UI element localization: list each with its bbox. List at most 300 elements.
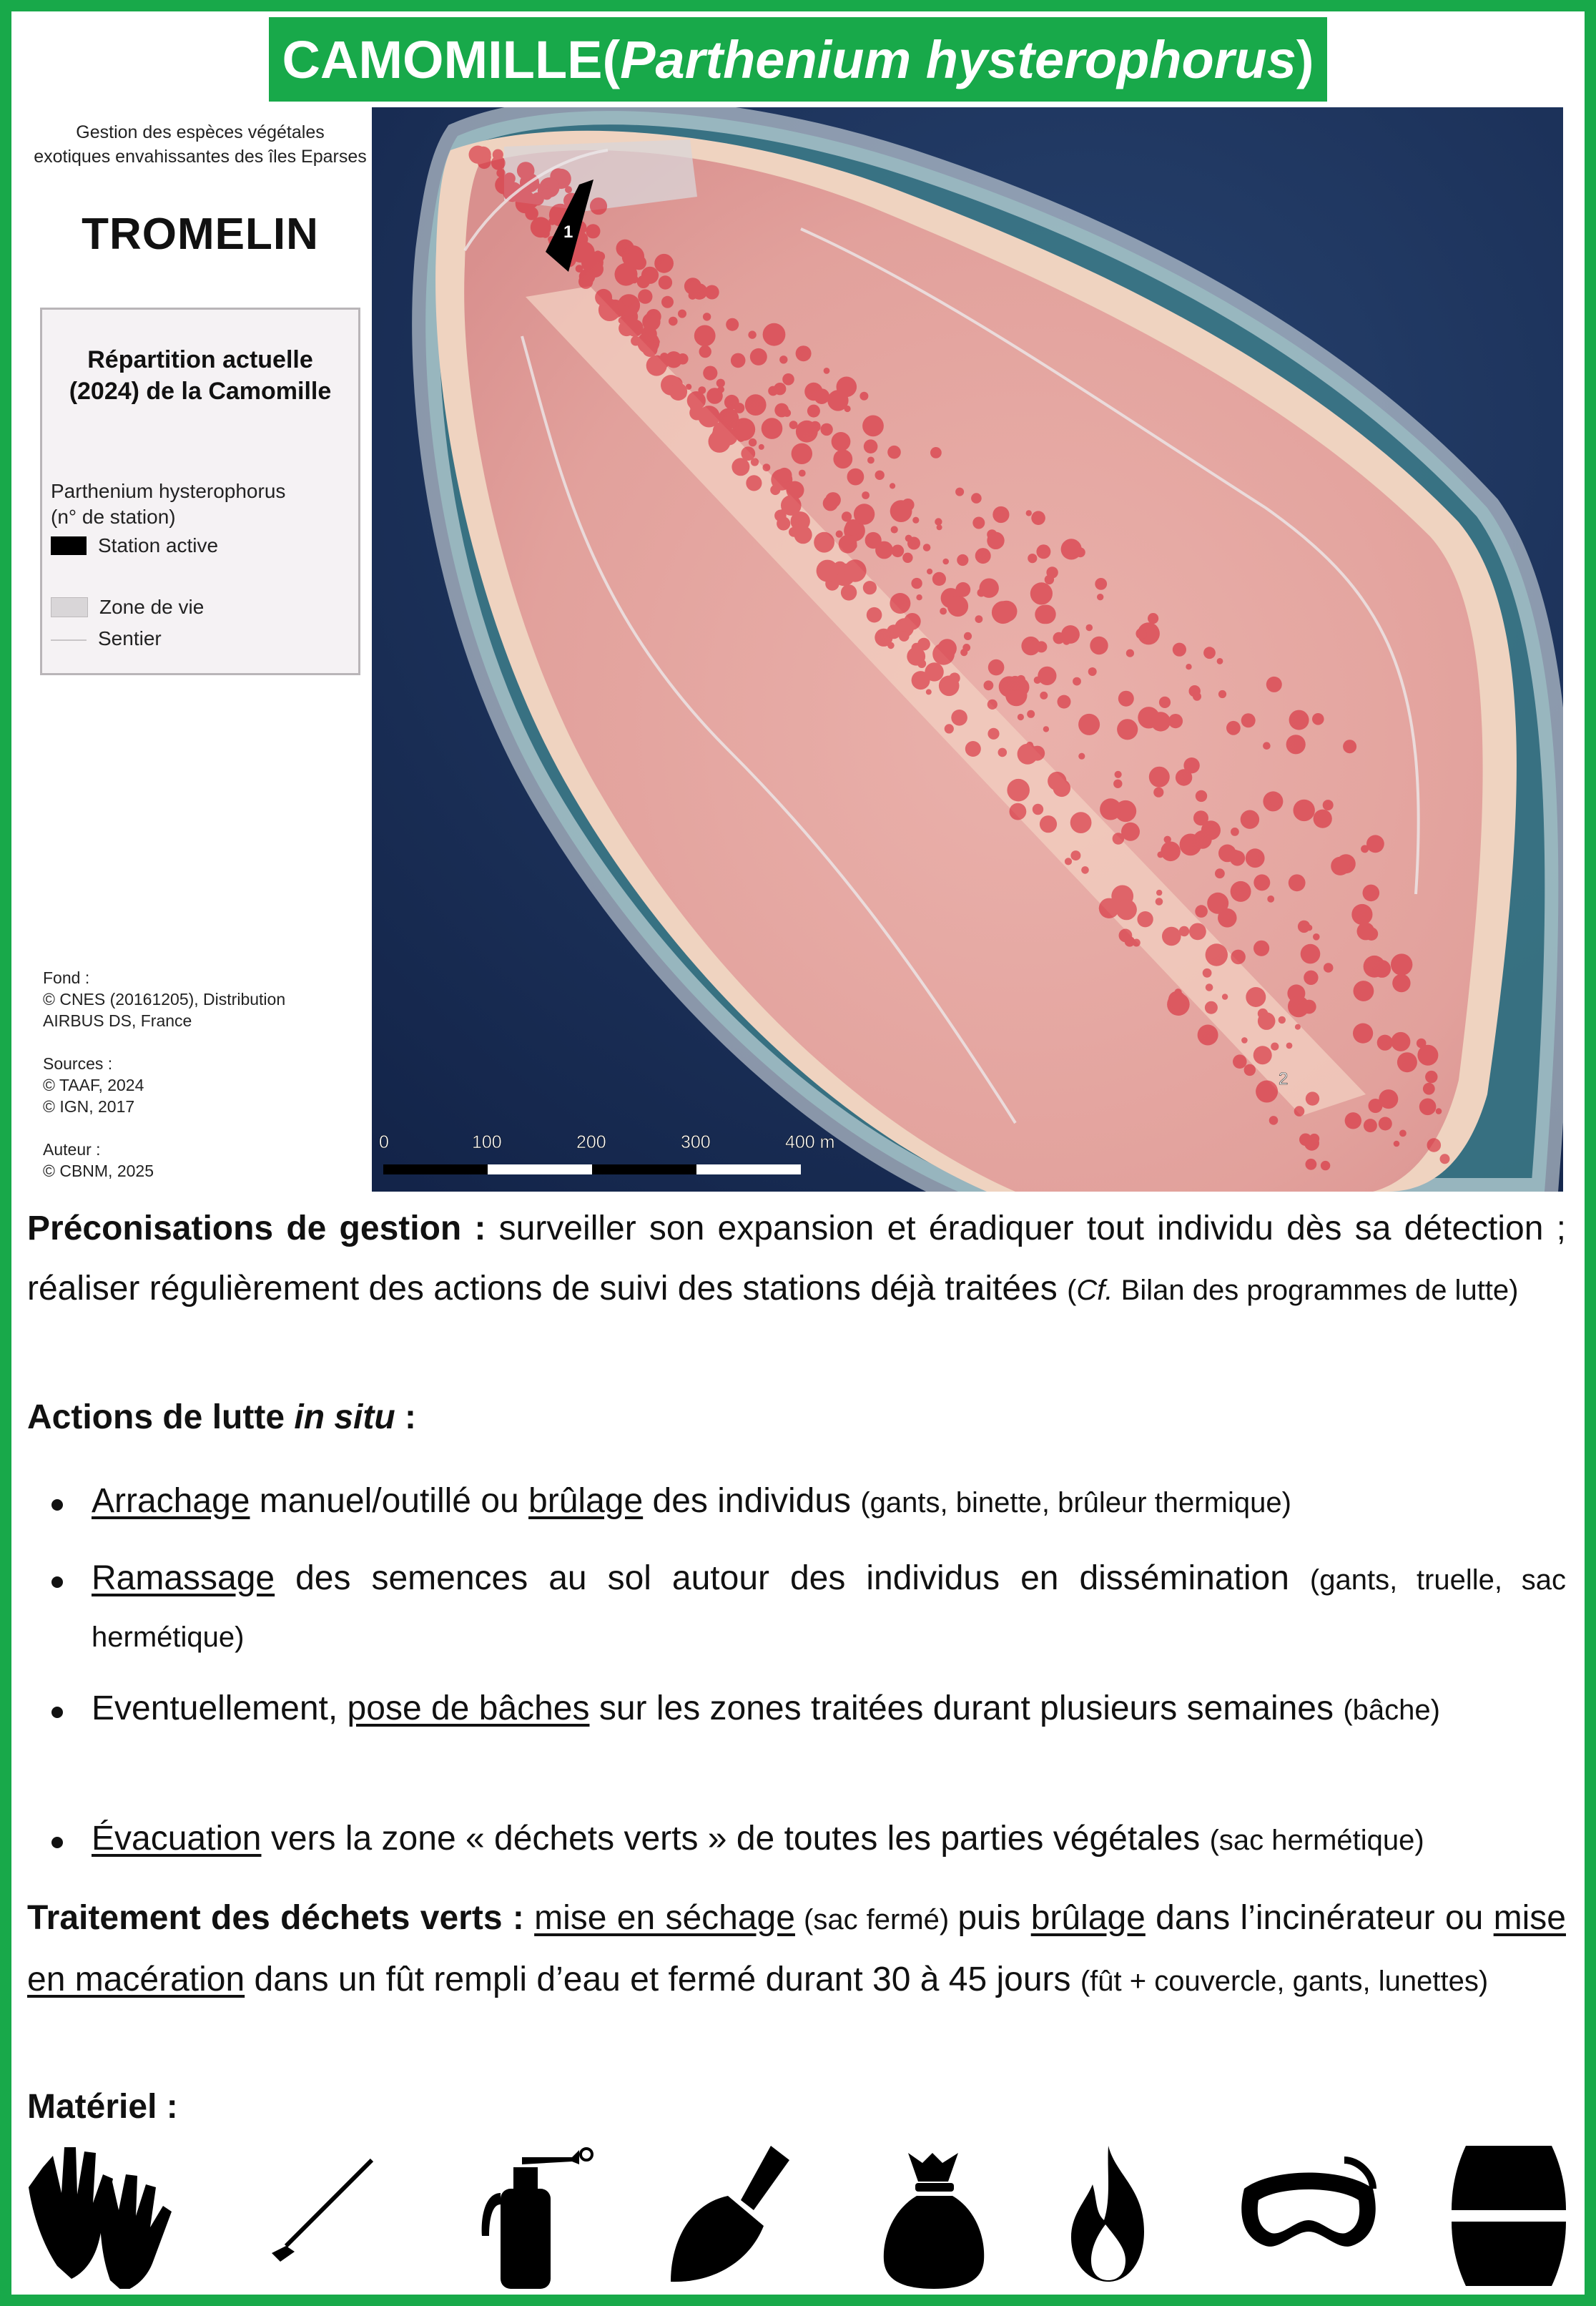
vegetation-patch — [1010, 803, 1027, 820]
vegetation-patch — [1176, 769, 1192, 785]
vegetation-patch — [1363, 885, 1380, 902]
vegetation-patch — [907, 537, 920, 550]
scale-label-400: 400 m — [785, 1132, 835, 1152]
vegetation-patch — [912, 643, 922, 653]
vegetation-patch — [1162, 927, 1181, 946]
vegetation-patch — [619, 317, 626, 324]
vegetation-patch — [666, 351, 682, 368]
legend-item-zone: Zone de vie — [51, 596, 204, 619]
vegetation-patch — [984, 680, 994, 690]
vegetation-patch — [1161, 842, 1181, 862]
bullet-dot — [51, 1499, 63, 1511]
vegetation-patch — [1095, 578, 1107, 590]
scale-label-300: 300 — [681, 1132, 711, 1152]
vegetation-patch — [1149, 767, 1170, 788]
vegetation-patch — [1073, 677, 1081, 686]
vegetation-patch — [1440, 1154, 1450, 1164]
vegetation-patch — [1253, 1046, 1272, 1064]
map-legend — [40, 308, 360, 675]
vegetation-patch — [782, 373, 794, 386]
vegetation-patch — [832, 432, 851, 451]
vegetation-patch — [573, 242, 595, 263]
vegetation-patch — [1040, 815, 1057, 833]
vegetation-patch — [887, 624, 901, 639]
vegetation-patch — [987, 700, 998, 710]
vegetation-patch — [1419, 1099, 1437, 1116]
vegetation-patch — [1205, 1001, 1218, 1014]
vegetation-patch — [1289, 874, 1306, 891]
vegetation-patch — [1148, 613, 1158, 624]
vegetation-patch — [1119, 929, 1133, 943]
vegetation-patch — [1156, 898, 1163, 906]
vegetation-patch — [965, 741, 981, 757]
vegetation-patch — [890, 593, 910, 614]
vegetation-patch — [669, 317, 678, 326]
vegetation-patch — [580, 269, 596, 285]
vegetation-patch — [1193, 692, 1201, 701]
vegetation-patch — [1306, 1159, 1317, 1170]
vegetation-patch — [787, 481, 803, 498]
vegetation-patch — [854, 504, 875, 524]
vegetation-patch — [960, 649, 967, 656]
vegetation-patch — [745, 394, 767, 416]
vegetation-patch — [654, 254, 674, 273]
legend-swatch-grey — [51, 597, 88, 617]
vegetation-patch — [1336, 854, 1356, 873]
vegetation-patch — [955, 582, 970, 597]
vegetation-patch — [1113, 833, 1125, 845]
vegetation-patch — [824, 368, 830, 374]
vegetation-patch — [1018, 714, 1024, 720]
vegetation-patch — [1267, 896, 1274, 903]
vegetation-patch — [1033, 804, 1043, 815]
action-item-4: Évacuation vers la zone « déchets verts » de toutes les parties végétales (sac hermétique) — [92, 1820, 1424, 1858]
vegetation-patch — [1034, 677, 1041, 684]
vegetation-patch — [1231, 828, 1239, 836]
action-item-3: Eventuellement, pose de bâches sur les zones traitées durant plusieurs semaines (bâche) — [92, 1689, 1440, 1727]
vegetation-patch — [1304, 971, 1318, 985]
vegetation-patch — [930, 447, 942, 458]
vegetation-patch — [902, 553, 912, 563]
vegetation-patch — [746, 475, 762, 491]
vegetation-patch — [1115, 771, 1122, 778]
vegetation-patch — [1321, 1161, 1330, 1170]
page-title: CAMOMILLE ( Parthenium hysterophorus ) — [269, 17, 1327, 102]
vegetation-patch — [1175, 988, 1182, 996]
scale-label-100: 100 — [472, 1132, 502, 1152]
vegetation-patch — [867, 607, 882, 623]
vegetation-patch — [975, 548, 991, 564]
vegetation-patch — [1294, 800, 1315, 821]
action-item-1: Arrachage manuel/outillé ou brûlage des individus (gants, binette, brûleur thermique) — [92, 1482, 1291, 1520]
vegetation-patch — [731, 353, 746, 368]
vegetation-patch — [734, 403, 745, 413]
vegetation-patch — [1026, 510, 1032, 516]
vegetation-patch — [1301, 944, 1321, 964]
gloves-icon — [21, 2139, 193, 2289]
vegetation-patch — [1423, 1083, 1435, 1095]
vegetation-patch — [1298, 921, 1310, 933]
vegetation-patch — [1030, 582, 1053, 604]
vegetation-patch — [1269, 1116, 1279, 1125]
vegetation-patch — [1357, 923, 1375, 941]
station-label-2: 2 — [1279, 1069, 1289, 1089]
vegetation-patch — [964, 632, 972, 640]
vegetation-patch — [1117, 719, 1138, 740]
vegetation-patch — [1289, 710, 1309, 730]
scale-label-0: 0 — [379, 1132, 389, 1152]
vegetation-patch — [1218, 908, 1237, 928]
vegetation-patch — [1231, 881, 1251, 902]
management-paragraph: Préconisations de gestion : surveiller son expansion et éradiquer tout individu dès sa détection ; réaliser régulièrement des actions de suivi des stations déjà traitées (Cf. Bilan des programmes de lutte) — [27, 1210, 1566, 1307]
vegetation-patch — [1058, 695, 1071, 709]
vegetation-patch — [796, 345, 812, 361]
vegetation-patch — [1427, 1138, 1442, 1152]
legend-item-path: Sentier — [51, 627, 162, 650]
vegetation-patch — [1099, 904, 1107, 912]
vegetation-patch — [1168, 714, 1183, 728]
vegetation-patch — [1189, 923, 1206, 941]
vegetation-patch — [1151, 712, 1171, 731]
vegetation-patch — [1156, 890, 1162, 896]
vegetation-patch — [1266, 677, 1282, 692]
vegetation-patch — [626, 320, 644, 337]
vegetation-patch — [763, 323, 786, 346]
vegetation-patch — [1215, 868, 1225, 878]
vegetation-patch — [1201, 820, 1221, 840]
bullet-dot — [51, 1576, 63, 1588]
vegetation-patch — [750, 348, 767, 365]
vegetation-patch — [940, 608, 947, 615]
vegetation-patch — [637, 275, 650, 288]
vegetation-patch — [749, 438, 757, 446]
vegetation-patch — [590, 197, 607, 215]
vegetation-patch — [541, 189, 553, 200]
vegetation-patch — [794, 526, 812, 544]
vegetation-patch — [864, 439, 878, 453]
flame-icon — [1058, 2139, 1158, 2289]
vegetation-patch — [1294, 1106, 1305, 1117]
vegetation-patch — [1263, 742, 1271, 750]
vegetation-patch — [1133, 939, 1141, 947]
vegetation-patch — [1159, 697, 1171, 708]
vegetation-patch — [859, 392, 868, 401]
vegetation-patch — [1028, 554, 1037, 563]
vegetation-patch — [1048, 772, 1066, 790]
vegetation-patch — [1244, 1064, 1256, 1076]
vegetation-patch — [926, 689, 932, 695]
vegetation-patch — [955, 488, 964, 496]
vegetation-patch — [814, 532, 834, 553]
vegetation-patch — [1286, 735, 1306, 754]
vegetation-patch — [1417, 1045, 1438, 1066]
vegetation-patch — [1397, 1052, 1417, 1072]
vegetation-patch — [586, 224, 600, 238]
vegetation-patch — [1164, 836, 1171, 843]
vegetation-patch — [1090, 637, 1108, 654]
vegetation-patch — [892, 545, 905, 558]
vegetation-patch — [833, 449, 852, 468]
vegetation-patch — [622, 296, 632, 306]
bullet-dot — [51, 1707, 63, 1718]
vegetation-patch — [844, 559, 866, 582]
vegetation-patch — [1379, 1089, 1398, 1109]
vegetation-patch — [1070, 850, 1080, 860]
vegetation-patch — [992, 506, 1009, 523]
vegetation-patch — [482, 152, 491, 162]
vegetation-patch — [1021, 637, 1040, 655]
vegetation-patch — [1323, 800, 1334, 810]
vegetation-patch — [1306, 1091, 1319, 1105]
vegetation-patch — [1157, 851, 1163, 858]
vegetation-patch — [1354, 981, 1374, 1001]
waste-paragraph: Traitement des déchets verts : mise en séchage (sac fermé) puis brûlage dans l’incinérateur ou mise en macération dans un fût rempli d’eau et fermé durant 30 à 45 jours (fût + couvercle, gants, lunettes) — [27, 1899, 1566, 1998]
vegetation-patch — [932, 643, 955, 665]
vegetation-patch — [890, 500, 912, 522]
vegetation-patch — [1078, 753, 1085, 760]
vegetation-patch — [1222, 993, 1228, 999]
vegetation-patch — [1246, 848, 1265, 868]
vegetation-patch — [1118, 691, 1134, 707]
vegetation-patch — [1366, 835, 1384, 853]
vegetation-patch — [850, 542, 857, 549]
vegetation-patch — [890, 483, 895, 489]
vegetation-patch — [1231, 950, 1246, 965]
vegetation-patch — [911, 578, 922, 589]
vegetation-patch — [945, 724, 954, 733]
vegetation-patch — [1425, 1071, 1437, 1083]
vegetation-patch — [1253, 874, 1270, 890]
vegetation-patch — [863, 581, 877, 594]
vegetation-patch — [862, 416, 884, 437]
vegetation-patch — [699, 345, 711, 358]
barrel-icon — [1444, 2139, 1573, 2289]
vegetation-patch — [1286, 1043, 1293, 1049]
vegetation-patch — [690, 403, 698, 411]
vegetation-patch — [847, 468, 864, 486]
legend-swatch-line — [51, 639, 87, 641]
vegetation-patch — [533, 182, 540, 189]
vegetation-patch — [1391, 953, 1412, 975]
vegetation-patch — [1203, 968, 1212, 978]
bullet-dot — [51, 1837, 63, 1848]
vegetation-patch — [1343, 740, 1356, 753]
equipment-icons — [21, 2139, 1573, 2289]
vegetation-patch — [1399, 1130, 1407, 1137]
vegetation-patch — [1279, 1016, 1286, 1024]
vegetation-patch — [939, 676, 960, 697]
legend-item-station: Station active — [51, 534, 218, 557]
vegetation-patch — [493, 149, 503, 160]
map-subtitle: Gestion des espèces végétales exotiques envahissantes des îles Eparses — [34, 122, 367, 167]
vegetation-patch — [807, 405, 820, 418]
vegetation-patch — [768, 386, 778, 396]
vegetation-patch — [891, 526, 898, 533]
materiel-heading: Matériel : — [27, 2088, 178, 2126]
vegetation-patch — [1288, 996, 1309, 1017]
vegetation-patch — [799, 470, 806, 477]
action-item-2: Ramassage des semences au sol autour des individus en dissémination (gants, truelle, sac hermétique) — [92, 1559, 1566, 1653]
vegetation-patch — [1226, 721, 1241, 735]
vegetation-patch — [759, 444, 764, 450]
vegetation-patch — [987, 529, 997, 539]
vegetation-patch — [1241, 713, 1256, 727]
vegetation-patch — [495, 175, 513, 194]
vegetation-patch — [1036, 544, 1050, 559]
legend-swatch-black — [51, 536, 87, 555]
vegetation-patch — [825, 492, 841, 508]
vegetation-patch — [1040, 692, 1048, 700]
vegetation-patch — [1081, 866, 1089, 874]
vegetation-patch — [925, 662, 943, 681]
vegetation-patch — [1061, 539, 1082, 559]
vegetation-patch — [1088, 667, 1097, 676]
vegetation-patch — [1206, 943, 1228, 966]
vegetation-patch — [1353, 1024, 1373, 1044]
vegetation-patch — [541, 229, 550, 237]
vegetation-patch — [957, 554, 968, 566]
vegetation-patch — [1228, 850, 1242, 863]
vegetation-patch — [1241, 1037, 1248, 1044]
vegetation-patch — [1137, 911, 1153, 927]
vegetation-patch — [932, 572, 946, 586]
vegetation-patch — [865, 532, 882, 549]
vegetation-patch — [988, 659, 1005, 676]
vegetation-patch — [1391, 1032, 1410, 1051]
vegetation-patch — [1271, 1043, 1279, 1051]
map-credits: Fond : © CNES (20161205), Distribution AIRBUS DS, France Sources : © TAAF, 2024 © IGN, 2017 Auteur : © CBNM, 2025 — [43, 968, 286, 1180]
vegetation-patch — [809, 421, 820, 432]
vegetation-patch — [1196, 790, 1207, 802]
vegetation-patch — [1063, 637, 1070, 645]
vegetation-patch — [1113, 780, 1122, 788]
legend-title: Répartition actuelle (2024) de la Camomille — [69, 346, 332, 405]
vegetation-patch — [726, 318, 739, 331]
vegetation-patch — [638, 289, 652, 303]
vegetation-patch — [1218, 690, 1226, 698]
vegetation-patch — [1345, 1112, 1361, 1129]
vegetation-patch — [778, 509, 785, 516]
vegetation-patch — [1180, 834, 1202, 856]
vegetation-patch — [596, 252, 605, 261]
vegetation-patch — [916, 594, 922, 600]
vegetation-patch — [1031, 511, 1045, 525]
vegetation-patch — [1078, 714, 1100, 735]
vegetation-patch — [1173, 643, 1186, 657]
vegetation-patch — [987, 728, 999, 740]
vegetation-patch — [1100, 798, 1121, 820]
vegetation-patch — [875, 471, 885, 480]
station-label-1: 1 — [563, 222, 573, 242]
vegetation-patch — [1037, 605, 1056, 624]
vegetation-patch — [1233, 1054, 1247, 1069]
vegetation-patch — [684, 278, 701, 295]
vegetation-patch — [841, 584, 857, 600]
vegetation-patch — [1126, 649, 1134, 657]
vegetation-patch — [1392, 974, 1410, 992]
vegetation-patch — [1377, 1035, 1393, 1051]
vegetation-patch — [777, 516, 790, 530]
vegetation-patch — [947, 596, 968, 617]
vegetation-patch — [1203, 647, 1216, 659]
vegetation-patch — [1206, 983, 1213, 991]
vegetation-patch — [698, 406, 719, 427]
vegetation-patch — [1270, 795, 1281, 806]
vegetation-patch — [1018, 744, 1038, 765]
vegetation-patch — [716, 379, 725, 388]
vegetation-patch — [1253, 941, 1269, 956]
vegetation-patch — [867, 457, 875, 464]
vegetation-patch — [517, 162, 535, 180]
vegetation-patch — [998, 748, 1008, 757]
vegetation-patch — [694, 325, 716, 347]
goggles-icon — [1230, 2139, 1387, 2289]
vegetation-patch — [1008, 676, 1023, 691]
vegetation-patch — [1198, 1025, 1218, 1046]
vegetation-patch — [862, 491, 870, 499]
vegetation-patch — [1136, 628, 1147, 639]
site-name: TROMELIN — [82, 210, 319, 259]
vegetation-patch — [942, 559, 949, 565]
vegetation-patch — [935, 518, 942, 525]
vegetation-patch — [661, 296, 674, 308]
vegetation-patch — [836, 531, 843, 538]
vegetation-patch — [1364, 1119, 1377, 1132]
vegetation-patch — [1314, 810, 1332, 828]
scale-label-200: 200 — [576, 1132, 606, 1152]
vegetation-patch — [669, 383, 687, 401]
vegetation-patch — [923, 544, 931, 551]
vegetation-patch — [712, 428, 724, 441]
vegetation-patch — [1070, 812, 1092, 833]
thermal-burner-icon — [458, 2139, 601, 2289]
vegetation-patch — [732, 458, 749, 476]
vegetation-patch — [1195, 905, 1208, 918]
vegetation-patch — [1097, 594, 1103, 600]
vegetation-patch — [837, 377, 857, 398]
vegetation-patch — [1116, 899, 1137, 920]
vegetation-patch — [1086, 624, 1093, 632]
vegetation-patch — [971, 493, 982, 504]
vegetation-patch — [1027, 710, 1035, 718]
vegetation-patch — [774, 403, 789, 418]
vegetation-patch — [887, 642, 895, 649]
vegetation-patch — [992, 601, 1015, 624]
vegetation-patch — [1436, 1108, 1442, 1114]
vegetation-patch — [1007, 779, 1030, 802]
vegetation-patch — [820, 423, 832, 436]
vegetation-patch — [1324, 963, 1334, 973]
vegetation-patch — [1217, 658, 1223, 664]
satellite-map — [372, 107, 1563, 1192]
vegetation-patch — [972, 517, 985, 529]
vegetation-patch — [595, 289, 612, 306]
vegetation-patch — [779, 355, 787, 363]
vegetation-patch — [1394, 1141, 1400, 1147]
hoe-icon — [257, 2139, 386, 2289]
vegetation-patch — [951, 710, 967, 726]
actions-heading: Actions de lutte in situ : — [27, 1398, 417, 1436]
vegetation-patch — [1379, 1117, 1392, 1131]
vegetation-patch — [1038, 667, 1056, 685]
vegetation-patch — [1373, 960, 1391, 978]
vegetation-patch — [792, 443, 812, 464]
vegetation-patch — [654, 338, 660, 345]
vegetation-patch — [762, 418, 783, 439]
vegetation-patch — [644, 331, 654, 342]
vegetation-patch — [817, 560, 839, 582]
vegetation-patch — [1312, 713, 1324, 725]
